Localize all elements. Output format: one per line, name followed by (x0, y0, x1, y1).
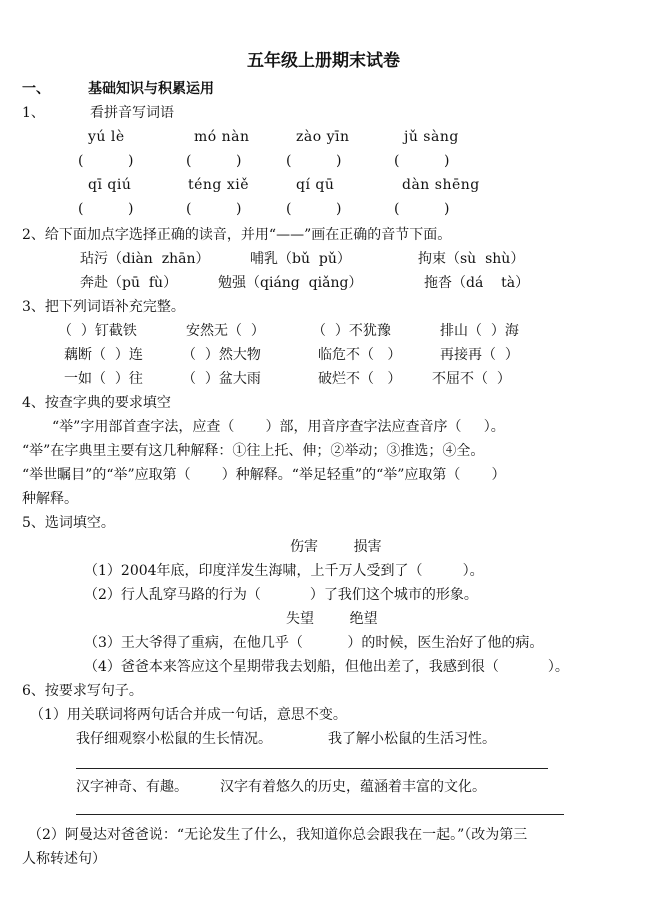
q2-prompt: 2、给下面加点字选择正确的读音，并用“——”画在正确的音节下面。 (22, 227, 452, 243)
answer-blank[interactable]: ( ) (186, 201, 242, 217)
idiom-blank[interactable]: 再接再（ ） (440, 347, 519, 363)
idiom-blank[interactable]: 临危不（ ） (318, 347, 402, 363)
q1-pinyin-row-1 (0, 128, 650, 146)
answer-blank[interactable]: ( ) (78, 201, 134, 217)
answer-blank[interactable]: ( ) (394, 201, 450, 217)
answer-blank[interactable]: ( ) (286, 201, 342, 217)
idiom-blank[interactable]: 破烂不（ ） (318, 371, 402, 387)
q6-pair-1-a: 我仔细观察小松鼠的生长情况。 (76, 731, 272, 747)
q5-word-choices-2: 失望 绝望 (286, 611, 378, 627)
pinyin-item: jǔ sàng (404, 129, 459, 145)
q6-sub-2-line-2: 人称转述句） (22, 851, 106, 867)
answer-blank[interactable]: ( ) (78, 153, 134, 169)
q5-sentence-4: （4）爸爸本来答应这个星期带我去划船，但他出差了，我感到很（ ）。 (84, 659, 569, 675)
q5-sentence-3: （3）王大爷得了重病，在他几乎（ ）的时候，医生治好了他的病。 (84, 635, 544, 651)
pinyin-item: zào yīn (296, 129, 350, 145)
q4-line-2: “举”在字典里主要有这几种解释：①往上托、伸；②举动；③推选；④全。 (22, 443, 485, 459)
q5-prompt: 5、选词填空。 (22, 515, 115, 531)
pronunciation-choice[interactable]: 哺乳（bǔ pǔ） (250, 251, 351, 267)
q6-pair-2-b: 汉字有着悠久的历史，蕴涵着丰富的文化。 (220, 779, 486, 795)
pronunciation-choice[interactable]: 拘束（sù shù） (418, 251, 525, 267)
q3-row-3 (0, 370, 650, 388)
section-heading: 基础知识与积累运用 (88, 81, 214, 97)
q2-row-2 (0, 274, 650, 292)
idiom-blank[interactable]: （ ）钉截铁 (58, 323, 137, 339)
idiom-blank[interactable]: （ ）盆大雨 (182, 371, 261, 387)
q6-sub-2-line-1: （2）阿曼达对爸爸说：“无论发生了什么，我知道你总会跟我在一起。”（改为第三 (28, 827, 528, 843)
q5-sentence-1: （1）2004年底，印度洋发生海啸，上千万人受到了（ ）。 (84, 563, 484, 579)
pronunciation-choice[interactable]: 玷污（diàn zhān） (80, 251, 210, 267)
page-title: 五年级上册期末试卷 (247, 51, 400, 71)
idiom-blank[interactable]: 一如（ ）往 (64, 371, 143, 387)
answer-line[interactable] (76, 768, 548, 769)
idiom-blank[interactable]: 安然无（ ） (186, 323, 265, 339)
pinyin-item: dàn shēng (402, 177, 480, 193)
section-number: 一、 (22, 81, 50, 97)
idiom-blank[interactable]: （ ）然大物 (182, 347, 261, 363)
idiom-blank[interactable]: 不屈不（ ） (432, 371, 511, 387)
idiom-blank[interactable]: （ ）不犹豫 (312, 323, 391, 339)
q6-pair-1-b: 我了解小松鼠的生活习性。 (328, 731, 496, 747)
q4-line-3: “举世瞩目”的“举”应取第（ ）种解释。“举足轻重”的“举”应取第（ ） (22, 467, 506, 483)
q3-row-2 (0, 346, 650, 364)
q6-prompt: 6、按要求写句子。 (22, 683, 143, 699)
idiom-blank[interactable]: 藕断（ ）连 (64, 347, 143, 363)
q4-line-1: “举”字用部首查字法，应查（ ）部，用音序查字法应查音序（ ）。 (52, 419, 505, 435)
answer-blank[interactable]: ( ) (186, 153, 242, 169)
answer-blank[interactable]: ( ) (286, 153, 342, 169)
q1-blank-row-1 (0, 152, 650, 170)
pronunciation-choice[interactable]: 勉强（qiáng qiǎng） (218, 275, 363, 291)
q3-row-1 (0, 322, 650, 340)
q4-line-4: 种解释。 (22, 491, 78, 507)
pronunciation-choice[interactable]: 拖沓（dá tà） (424, 275, 530, 291)
q6-pair-2-a: 汉字神奇、有趣。 (76, 779, 188, 795)
q1-number: 1、 (22, 105, 45, 121)
q2-row-1 (0, 250, 650, 268)
q1-pinyin-row-2 (0, 176, 650, 194)
q1-blank-row-2 (0, 200, 650, 218)
pinyin-item: téng xiě (188, 177, 249, 193)
q1-prompt: 看拼音写词语 (90, 105, 174, 121)
pinyin-item: yú lè (88, 129, 125, 145)
pronunciation-choice[interactable]: 奔赴（pū fù） (80, 275, 178, 291)
answer-line[interactable] (76, 814, 564, 815)
q4-prompt: 4、按查字典的要求填空 (22, 395, 171, 411)
q6-sub-1: （1）用关联词将两句话合并成一句话，意思不变。 (30, 707, 347, 723)
pinyin-item: qī qiú (88, 177, 132, 193)
answer-blank[interactable]: ( ) (394, 153, 450, 169)
idiom-blank[interactable]: 排山（ ）海 (440, 323, 519, 339)
q3-prompt: 3、把下列词语补充完整。 (22, 299, 185, 315)
pinyin-item: qí qū (296, 177, 335, 193)
q5-word-choices-1: 伤害 损害 (290, 539, 382, 555)
pinyin-item: mó nàn (194, 129, 250, 145)
q5-sentence-2: （2）行人乱穿马路的行为（ ）了我们这个城市的形象。 (84, 587, 478, 603)
